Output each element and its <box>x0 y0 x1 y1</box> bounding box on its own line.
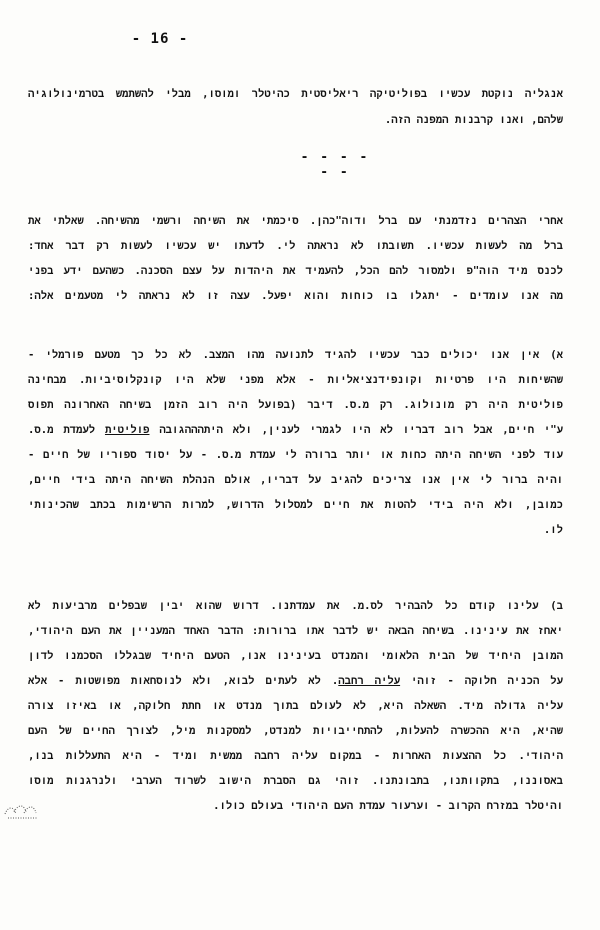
text-line: פוליטית היה רק מונולוג. רק מ.ס. דיבר (בפועל היה רוב הזמן בשיחה האחרונה תפוס <box>28 399 563 411</box>
paragraph-4 <box>28 598 563 814</box>
text-line: שהיא, היא ההכשרה להעלות, להתחייבויות למנדט, למסקנות מיל, לצורך החיים של העם <box>28 725 563 737</box>
text-line: כמובן, ולא היה בידי להטות את חיים למסלול הדרוש, למרות הרשימות בכתב שהכינותי <box>28 499 563 511</box>
text-line: עליה גדולה מיד. השאלה היא, לא לעולם בתוך מנדט או חתת חלוקה, או באיזו צורה <box>28 700 563 712</box>
paragraph-3 <box>28 347 563 538</box>
text-line: לכנס מיד הוה"פ ולמסור להם הכל, להעמיד את היהדות על עצם הסכנה. כשהעם ידע בפני <box>28 265 563 277</box>
text-segment: על הכניה חלוקה - זוהי <box>400 675 563 687</box>
text-line-composite <box>28 673 563 689</box>
text-line: יאחז את עינינו. בשיחה הבאה יש לדבר אתו ברורות: הדבר האחד המעניין את העם היהודי, <box>28 625 563 637</box>
text-segment: . לא לעתים לבוא, ולא לנוסחאות מפושטות - אלא <box>28 675 339 687</box>
paragraph-2 <box>28 213 563 304</box>
text-line: שלהם, ואנו קרבנות המפנה הזה. <box>384 114 563 126</box>
paragraph-1 <box>28 86 563 128</box>
text-line: והיה ברור לי אין אנו צריכים להגיב על דבריו, אולם הנהלת השיחה היתה בידי חיים, <box>28 474 563 486</box>
text-line: ברל מה לעשות עכשיו. תשובתו לא נראתה לי. לדעתו יש עכשיו לעשות רק דבר אחד: <box>28 240 563 252</box>
text-line-composite <box>28 422 563 438</box>
page-number: - 16 - <box>131 31 189 47</box>
text-line: לו. <box>543 524 563 536</box>
text-line: שהשיחות היו פרטיות וקונפידנציאליות - אלא מפני שלא היו קונקלוסיביות. מבחינה <box>28 374 563 386</box>
text-line: באסוננו, בתקוותנו, בתבונתנו. זוהי גם הסברת הישוב לשרוד הערבי ולנרגנות מוסו <box>28 775 563 787</box>
section-separator: - - - - - - <box>300 150 370 180</box>
text-line: והיטלר במזרח הקרוב - וערעור עמדת העם היהודי בעולם כולו. <box>213 800 563 812</box>
text-line: ב) עלינו קודם כל להבהיר לס.מ. את עמדתנו. דרוש שהוא יבין שבפלים מרביעות לא <box>28 600 563 612</box>
text-line: המובן היחיד של הבית הלאומי והמנדט בעינינו אנו, הטעם היחיד שבגללו הסכמנו לדון <box>28 650 563 662</box>
text-line: א) אין אנו יכולים כבר עכשיו להגיד לתנועה מהו המצב. לא כל כך מטעם פורמלי - <box>28 349 563 361</box>
text-segment: ע"י חיים, אבל רוב דבריו לא היו לגמרי לענין, ולא היתהההגובה <box>149 424 563 436</box>
scan-mark-smudge <box>2 800 44 824</box>
underlined-term: עליה רחבה <box>338 675 401 687</box>
text-line: מה אנו עומדים - יתגלו בו כוחות והוא יפעל. עצה זו לא נראתה לי מטעמים אלה: <box>28 290 563 302</box>
text-segment: לעמדת מ.ס. <box>28 424 105 436</box>
text-line: אנגליה נוקטת עכשיו בפוליטיקה ריאליסטית כהיטלר ומוסו, מבלי להשתמש בטרמינולוגיה <box>28 88 563 100</box>
underlined-term: פוליטית <box>104 424 150 436</box>
text-line: אחרי הצהרים נזדמנתי עם ברל ודוה"כהן. סיכמתי את השיחה ורשמי מהשיחה. שאלתי את <box>28 215 563 227</box>
text-line: היהודי. כל ההצעות האחרות - במקום עליה רחבה ממשית ומיד - היא התעללות בנו, <box>28 750 563 762</box>
text-line: עוד לפני השיחה היתה כחות או יותר ברורה לי עמדת מ.ס. - על יסוד ספוריו של חיים - <box>28 449 563 461</box>
